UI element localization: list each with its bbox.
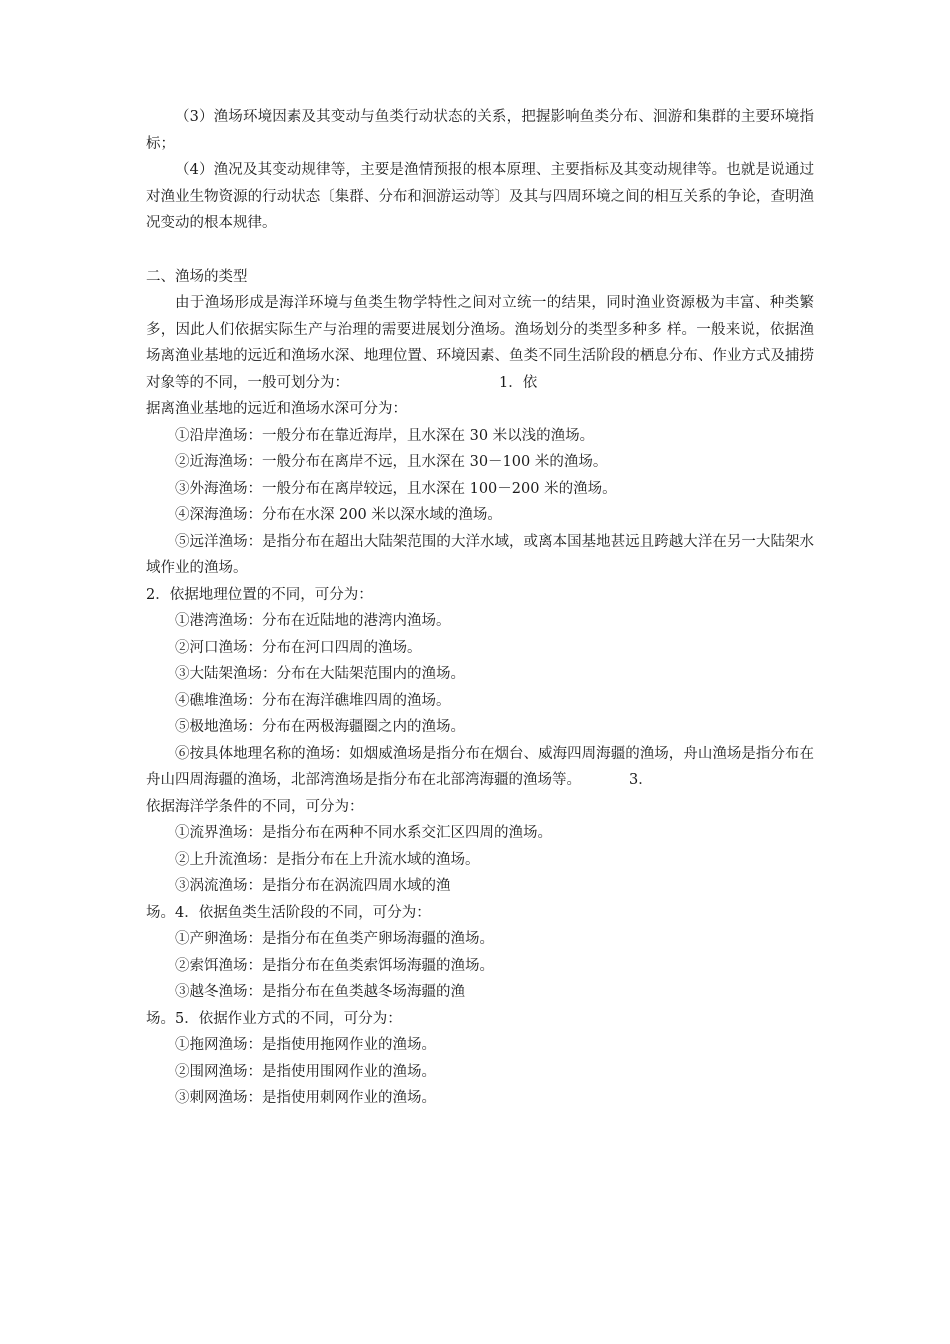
list-item: ①港湾渔场：分布在近陆地的港湾内渔场。	[175, 613, 451, 629]
category-3-number: 3．	[629, 772, 653, 788]
list-item: ②河口渔场：分布在河口四周的渔场。	[175, 639, 422, 656]
section-title: 二、渔场的类型	[146, 268, 248, 285]
document-page	[146, 104, 814, 1112]
list-item: ①沿岸渔场：一般分布在靠近海岸，且水深在 30 米以浅的渔场。	[175, 427, 595, 444]
list-item: ⑤远洋渔场：是指分布在超出大陆架范围的大洋水域，或离本国基地甚远且跨越大洋在另一大陆架水域作业的渔场。	[146, 533, 814, 576]
list-item: ②围网渔场：是指使用围网作业的渔场。	[175, 1063, 436, 1080]
list-item-geographic-names	[146, 741, 814, 794]
paragraph-fishing-environment: （3）渔场环境因素及其变动与鱼类行动状态的关系，把握影响鱼类分布、洄游和集群的主要环境指标；	[146, 109, 814, 152]
list-item: ③外海渔场：一般分布在离岸较远，且水深在 100－200 米的渔场。	[175, 480, 617, 497]
list-item-text: ⑥按具体地理名称的渔场：如烟威渔场是指分布在烟台、威海四周海疆的渔场，舟山渔场是指分布在舟山四周海疆的渔场，北部湾渔场是指分布在北部湾海疆的渔场等。	[146, 745, 814, 788]
intro-text: 由于渔场形成是海洋环境与鱼类生物学特性之间对立统一的结果，同时渔业资源极为丰富、种类繁多，因此人们依据实际生产与治理的需要进展划分渔场。渔场划分的类型多种多 样。一般来说，依据渔场离渔业基地的远近和渔场水深、地理位置、环境因素、鱼类不同生活阶段的栖息分布、作业方式及捕捞对象等的不同，一般可划分为：	[146, 295, 814, 391]
category-4-title: 场。4．依据鱼类生活阶段的不同，可分为：	[146, 904, 431, 921]
list-item: ②上升流渔场：是指分布在上升流水域的渔场。	[175, 851, 480, 868]
category-5-title: 场。5．依据作业方式的不同，可分为：	[146, 1010, 402, 1027]
list-item: ③大陆架渔场：分布在大陆架范围内的渔场。	[175, 666, 465, 682]
list-item: ④礁堆渔场：分布在海洋礁堆四周的渔场。	[175, 692, 451, 709]
spacer	[146, 237, 814, 264]
category-2-title: 2．依据地理位置的不同，可分为：	[146, 586, 373, 603]
list-item: ⑤极地渔场：分布在两极海疆圈之内的渔场。	[175, 719, 465, 735]
list-item: ③刺网渔场：是指使用刺网作业的渔场。	[175, 1090, 436, 1106]
list-item: ③越冬渔场：是指分布在鱼类越冬场海疆的渔	[175, 984, 465, 1000]
paragraph-fishing-conditions: （4）渔况及其变动规律等，主要是渔情预报的根本原理、主要指标及其变动规律等。也就是说通过对渔业生物资源的行动状态〔集群、分布和洄游运动等〕及其与四周环境之间的相互关系的争论，查明渔况变动的根本规律。	[146, 162, 814, 231]
list-item: ①拖网渔场：是指使用拖网作业的渔场。	[175, 1037, 436, 1053]
list-item: ②索饵渔场：是指分布在鱼类索饵场海疆的渔场。	[175, 957, 494, 974]
list-item: ②近海渔场：一般分布在离岸不远，且水深在 30－100 米的渔场。	[175, 454, 608, 470]
category-1-number: 1．依	[499, 374, 538, 391]
intro-paragraph	[146, 290, 814, 396]
category-3-title: 依据海洋学条件的不同，可分为：	[146, 798, 364, 815]
list-item: ③涡流渔场：是指分布在涡流四周水域的渔	[175, 878, 451, 894]
list-item: ①产卵渔场：是指分布在鱼类产卵场海疆的渔场。	[175, 931, 494, 947]
category-1-title: 据离渔业基地的远近和渔场水深可分为：	[146, 401, 407, 417]
list-item: ④深海渔场：分布在水深 200 米以深水域的渔场。	[175, 507, 502, 523]
list-item: ①流界渔场：是指分布在两种不同水系交汇区四周的渔场。	[175, 825, 552, 841]
